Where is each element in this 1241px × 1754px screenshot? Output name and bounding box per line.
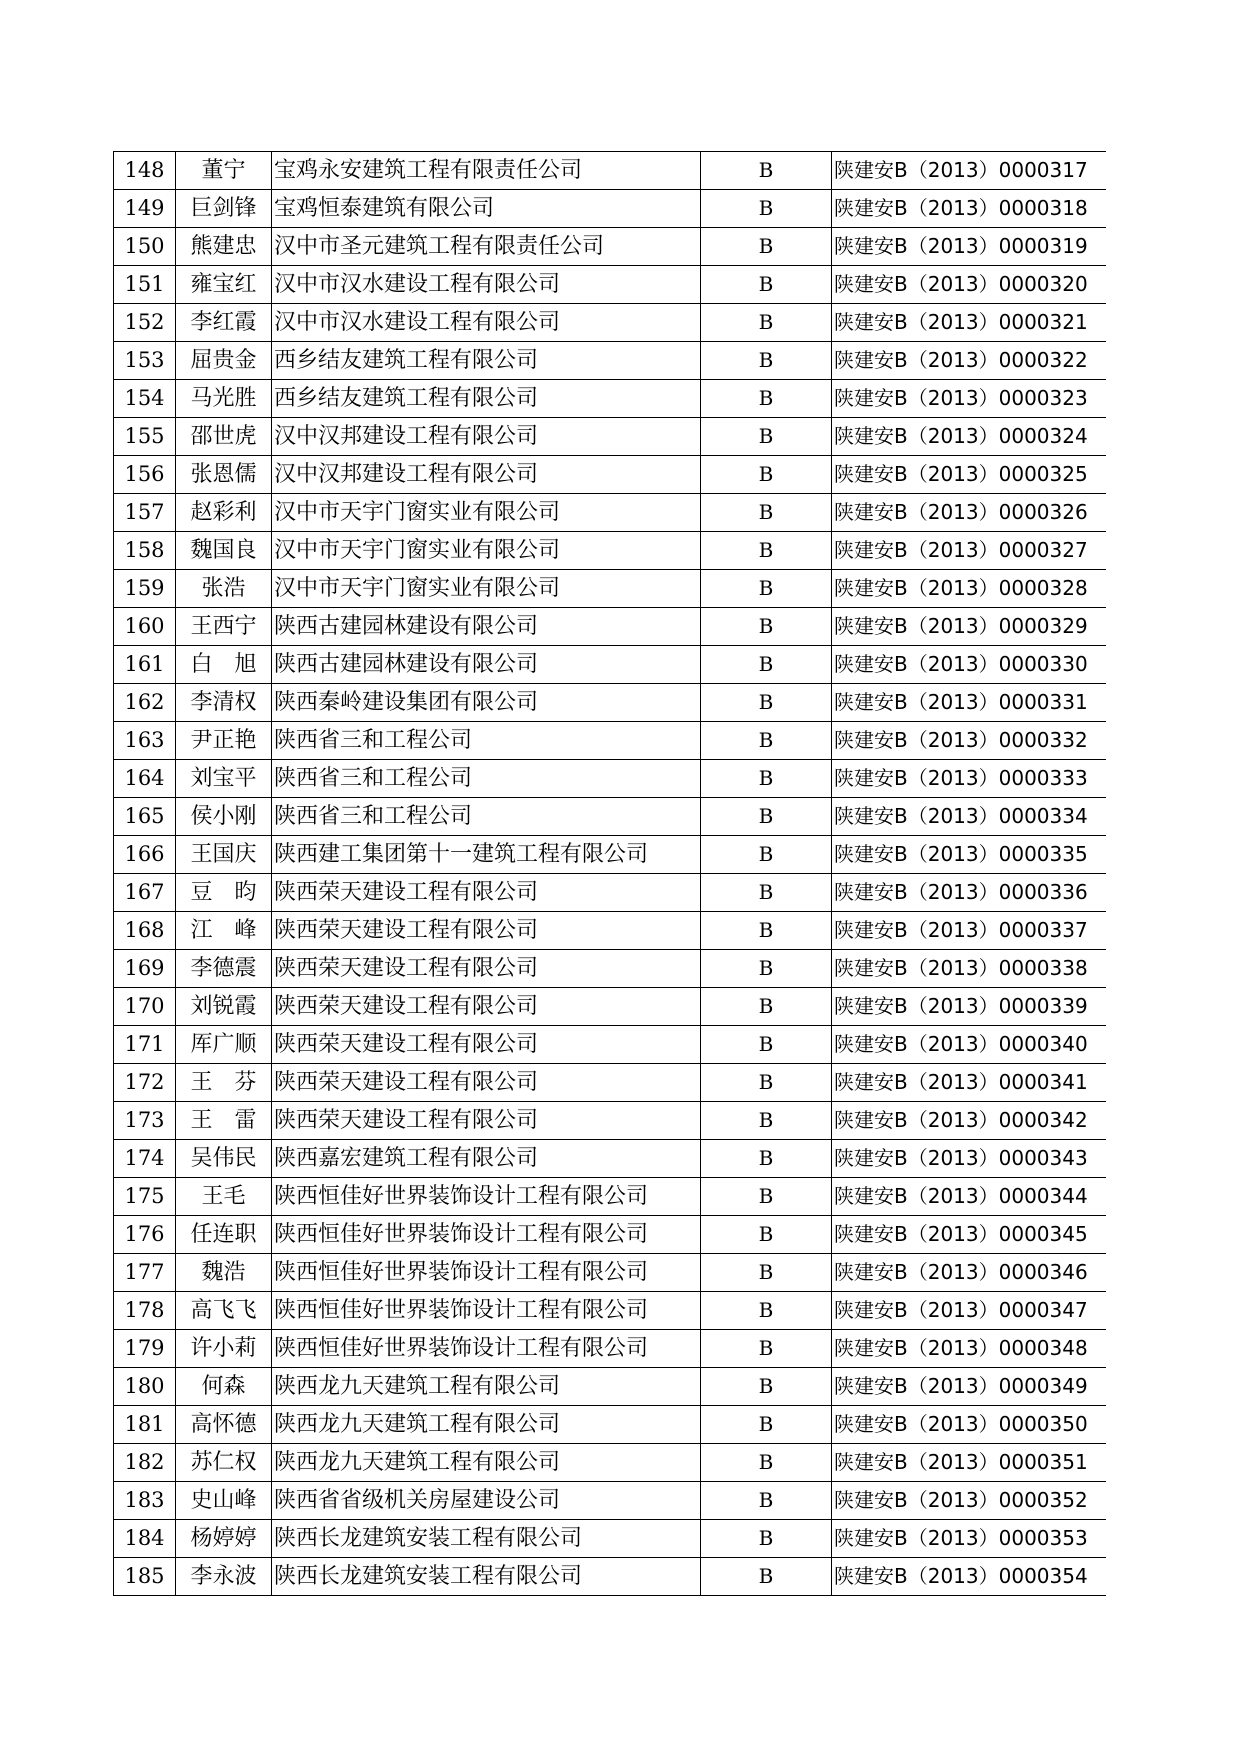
row-number: 168 [114,912,176,950]
person-name: 赵彩利 [176,494,272,532]
table-row [114,532,1107,570]
person-name: 厍广顺 [176,1026,272,1064]
row-number: 174 [114,1140,176,1178]
certificate-class: B [701,798,832,836]
certificate-class: B [701,1178,832,1216]
table-row [114,874,1107,912]
row-number: 175 [114,1178,176,1216]
table-row [114,798,1107,836]
certificate-number: 陕建安B（2013）0000350 [832,1406,1107,1444]
row-number: 153 [114,342,176,380]
person-name: 高飞飞 [176,1292,272,1330]
certificate-class: B [701,304,832,342]
certificate-number: 陕建安B（2013）0000344 [832,1178,1107,1216]
row-number: 176 [114,1216,176,1254]
certificate-number: 陕建安B（2013）0000342 [832,1102,1107,1140]
person-name: 刘锐霞 [176,988,272,1026]
table-row [114,1368,1107,1406]
table-row [114,456,1107,494]
certificate-number: 陕建安B（2013）0000318 [832,190,1107,228]
company-name: 陕西龙九天建筑工程有限公司 [272,1368,701,1406]
certificate-number: 陕建安B（2013）0000331 [832,684,1107,722]
certificate-class: B [701,570,832,608]
person-name: 雍宝红 [176,266,272,304]
certificate-number: 陕建安B（2013）0000343 [832,1140,1107,1178]
certificate-class: B [701,912,832,950]
person-name: 任连职 [176,1216,272,1254]
certificate-class: B [701,1482,832,1520]
certificate-number: 陕建安B（2013）0000351 [832,1444,1107,1482]
table-row [114,1292,1107,1330]
certificate-number: 陕建安B（2013）0000322 [832,342,1107,380]
row-number: 158 [114,532,176,570]
certificate-class: B [701,950,832,988]
certificate-number: 陕建安B（2013）0000352 [832,1482,1107,1520]
row-number: 171 [114,1026,176,1064]
company-name: 陕西长龙建筑安装工程有限公司 [272,1520,701,1558]
row-number: 150 [114,228,176,266]
certificate-class: B [701,608,832,646]
certificate-number: 陕建安B（2013）0000327 [832,532,1107,570]
certificate-class: B [701,418,832,456]
company-name: 陕西嘉宏建筑工程有限公司 [272,1140,701,1178]
certificate-class: B [701,1064,832,1102]
row-number: 159 [114,570,176,608]
table-row [114,722,1107,760]
table-row [114,1330,1107,1368]
person-name: 巨剑锋 [176,190,272,228]
certificate-class: B [701,532,832,570]
person-name: 尹正艳 [176,722,272,760]
certificate-class: B [701,646,832,684]
certificate-class: B [701,1368,832,1406]
person-name: 李红霞 [176,304,272,342]
certificate-number: 陕建安B（2013）0000353 [832,1520,1107,1558]
person-name: 王 雷 [176,1102,272,1140]
certificate-class: B [701,228,832,266]
certificate-number: 陕建安B（2013）0000334 [832,798,1107,836]
certificate-number: 陕建安B（2013）0000339 [832,988,1107,1026]
certificate-number: 陕建安B（2013）0000337 [832,912,1107,950]
company-name: 陕西恒佳好世界装饰设计工程有限公司 [272,1330,701,1368]
certificate-class: B [701,1216,832,1254]
row-number: 163 [114,722,176,760]
table-row [114,1406,1107,1444]
certificate-class: B [701,1140,832,1178]
company-name: 汉中市汉水建设工程有限公司 [272,304,701,342]
certificate-class: B [701,1520,832,1558]
person-name: 屈贵金 [176,342,272,380]
certificate-class: B [701,190,832,228]
certificate-class: B [701,152,832,190]
table-row [114,380,1107,418]
person-name: 苏仁权 [176,1444,272,1482]
company-name: 陕西古建园林建设有限公司 [272,608,701,646]
certificate-number: 陕建安B（2013）0000354 [832,1558,1107,1596]
person-name: 李清权 [176,684,272,722]
certificate-class: B [701,1558,832,1596]
row-number: 160 [114,608,176,646]
company-name: 陕西荣天建设工程有限公司 [272,1102,701,1140]
row-number: 184 [114,1520,176,1558]
certificate-class: B [701,1254,832,1292]
certificate-table [113,151,1106,1596]
row-number: 183 [114,1482,176,1520]
table-row [114,1064,1107,1102]
table-row [114,684,1107,722]
certificate-number: 陕建安B（2013）0000338 [832,950,1107,988]
company-name: 宝鸡永安建筑工程有限责任公司 [272,152,701,190]
company-name: 陕西省三和工程公司 [272,722,701,760]
row-number: 151 [114,266,176,304]
row-number: 154 [114,380,176,418]
person-name: 魏浩 [176,1254,272,1292]
person-name: 白 旭 [176,646,272,684]
person-name: 吴伟民 [176,1140,272,1178]
person-name: 李永波 [176,1558,272,1596]
table-row [114,1140,1107,1178]
certificate-number: 陕建安B（2013）0000320 [832,266,1107,304]
person-name: 刘宝平 [176,760,272,798]
table-row [114,1254,1107,1292]
table-row [114,1482,1107,1520]
certificate-number: 陕建安B（2013）0000348 [832,1330,1107,1368]
company-name: 陕西荣天建设工程有限公司 [272,912,701,950]
person-name: 侯小刚 [176,798,272,836]
person-name: 王西宁 [176,608,272,646]
company-name: 陕西恒佳好世界装饰设计工程有限公司 [272,1254,701,1292]
certificate-class: B [701,760,832,798]
certificate-class: B [701,494,832,532]
company-name: 汉中汉邦建设工程有限公司 [272,418,701,456]
company-name: 汉中汉邦建设工程有限公司 [272,456,701,494]
table-row [114,912,1107,950]
certificate-number: 陕建安B（2013）0000346 [832,1254,1107,1292]
company-name: 汉中市圣元建筑工程有限责任公司 [272,228,701,266]
person-name: 董宁 [176,152,272,190]
person-name: 杨婷婷 [176,1520,272,1558]
table-row [114,228,1107,266]
certificate-class: B [701,1406,832,1444]
person-name: 史山峰 [176,1482,272,1520]
certificate-number: 陕建安B（2013）0000341 [832,1064,1107,1102]
certificate-class: B [701,1330,832,1368]
row-number: 161 [114,646,176,684]
person-name: 高怀德 [176,1406,272,1444]
person-name: 王国庆 [176,836,272,874]
table-row [114,1444,1107,1482]
certificate-class: B [701,874,832,912]
row-number: 165 [114,798,176,836]
company-name: 陕西省三和工程公司 [272,760,701,798]
company-name: 汉中市天宇门窗实业有限公司 [272,570,701,608]
table-row [114,342,1107,380]
person-name: 何森 [176,1368,272,1406]
table-row [114,988,1107,1026]
company-name: 陕西荣天建设工程有限公司 [272,1026,701,1064]
table-row [114,950,1107,988]
certificate-class: B [701,684,832,722]
row-number: 167 [114,874,176,912]
company-name: 陕西秦岭建设集团有限公司 [272,684,701,722]
company-name: 汉中市汉水建设工程有限公司 [272,266,701,304]
table-row [114,836,1107,874]
certificate-class: B [701,988,832,1026]
row-number: 152 [114,304,176,342]
table-row [114,152,1107,190]
company-name: 陕西荣天建设工程有限公司 [272,874,701,912]
certificate-number: 陕建安B（2013）0000324 [832,418,1107,456]
row-number: 185 [114,1558,176,1596]
company-name: 陕西恒佳好世界装饰设计工程有限公司 [272,1292,701,1330]
company-name: 陕西省省级机关房屋建设公司 [272,1482,701,1520]
certificate-number: 陕建安B（2013）0000335 [832,836,1107,874]
table-body [114,152,1107,1596]
row-number: 177 [114,1254,176,1292]
row-number: 164 [114,760,176,798]
table-row [114,646,1107,684]
person-name: 熊建忠 [176,228,272,266]
person-name: 王 芬 [176,1064,272,1102]
certificate-class: B [701,1026,832,1064]
table-row [114,1520,1107,1558]
company-name: 陕西荣天建设工程有限公司 [272,950,701,988]
company-name: 陕西长龙建筑安装工程有限公司 [272,1558,701,1596]
person-name: 马光胜 [176,380,272,418]
table-row [114,304,1107,342]
company-name: 西乡结友建筑工程有限公司 [272,380,701,418]
row-number: 169 [114,950,176,988]
company-name: 西乡结友建筑工程有限公司 [272,342,701,380]
person-name: 魏国良 [176,532,272,570]
row-number: 166 [114,836,176,874]
person-name: 张浩 [176,570,272,608]
row-number: 148 [114,152,176,190]
certificate-number: 陕建安B（2013）0000336 [832,874,1107,912]
company-name: 汉中市天宇门窗实业有限公司 [272,532,701,570]
table-row [114,266,1107,304]
table-row [114,760,1107,798]
certificate-number: 陕建安B（2013）0000328 [832,570,1107,608]
row-number: 182 [114,1444,176,1482]
table-row [114,418,1107,456]
certificate-number: 陕建安B（2013）0000340 [832,1026,1107,1064]
person-name: 江 峰 [176,912,272,950]
row-number: 179 [114,1330,176,1368]
certificate-class: B [701,380,832,418]
company-name: 陕西荣天建设工程有限公司 [272,1064,701,1102]
certificate-class: B [701,1102,832,1140]
certificate-class: B [701,1292,832,1330]
certificate-number: 陕建安B（2013）0000330 [832,646,1107,684]
row-number: 149 [114,190,176,228]
person-name: 李德震 [176,950,272,988]
certificate-class: B [701,266,832,304]
certificate-class: B [701,456,832,494]
company-name: 陕西建工集团第十一建筑工程有限公司 [272,836,701,874]
certificate-number: 陕建安B（2013）0000329 [832,608,1107,646]
certificate-number: 陕建安B（2013）0000323 [832,380,1107,418]
certificate-number: 陕建安B（2013）0000345 [832,1216,1107,1254]
company-name: 陕西省三和工程公司 [272,798,701,836]
row-number: 170 [114,988,176,1026]
table-row [114,494,1107,532]
certificate-number: 陕建安B（2013）0000321 [832,304,1107,342]
row-number: 156 [114,456,176,494]
table-row [114,608,1107,646]
certificate-number: 陕建安B（2013）0000349 [832,1368,1107,1406]
row-number: 180 [114,1368,176,1406]
table-row [114,1026,1107,1064]
company-name: 陕西龙九天建筑工程有限公司 [272,1444,701,1482]
certificate-class: B [701,722,832,760]
certificate-number: 陕建安B（2013）0000325 [832,456,1107,494]
certificate-number: 陕建安B（2013）0000332 [832,722,1107,760]
person-name: 许小莉 [176,1330,272,1368]
row-number: 172 [114,1064,176,1102]
certificate-number: 陕建安B（2013）0000317 [832,152,1107,190]
company-name: 陕西古建园林建设有限公司 [272,646,701,684]
table-row [114,1216,1107,1254]
certificate-number: 陕建安B（2013）0000319 [832,228,1107,266]
company-name: 陕西恒佳好世界装饰设计工程有限公司 [272,1178,701,1216]
company-name: 陕西恒佳好世界装饰设计工程有限公司 [272,1216,701,1254]
certificate-class: B [701,1444,832,1482]
person-name: 张恩儒 [176,456,272,494]
certificate-number: 陕建安B（2013）0000333 [832,760,1107,798]
row-number: 162 [114,684,176,722]
person-name: 王毛 [176,1178,272,1216]
certificate-class: B [701,836,832,874]
table-row [114,1558,1107,1596]
person-name: 豆 昀 [176,874,272,912]
table-row [114,190,1107,228]
company-name: 宝鸡恒泰建筑有限公司 [272,190,701,228]
table-row [114,1178,1107,1216]
row-number: 178 [114,1292,176,1330]
certificate-class: B [701,342,832,380]
row-number: 155 [114,418,176,456]
certificate-number: 陕建安B（2013）0000347 [832,1292,1107,1330]
row-number: 181 [114,1406,176,1444]
certificate-number: 陕建安B（2013）0000326 [832,494,1107,532]
row-number: 173 [114,1102,176,1140]
company-name: 汉中市天宇门窗实业有限公司 [272,494,701,532]
company-name: 陕西荣天建设工程有限公司 [272,988,701,1026]
table-row [114,1102,1107,1140]
person-name: 邵世虎 [176,418,272,456]
company-name: 陕西龙九天建筑工程有限公司 [272,1406,701,1444]
table-row [114,570,1107,608]
row-number: 157 [114,494,176,532]
